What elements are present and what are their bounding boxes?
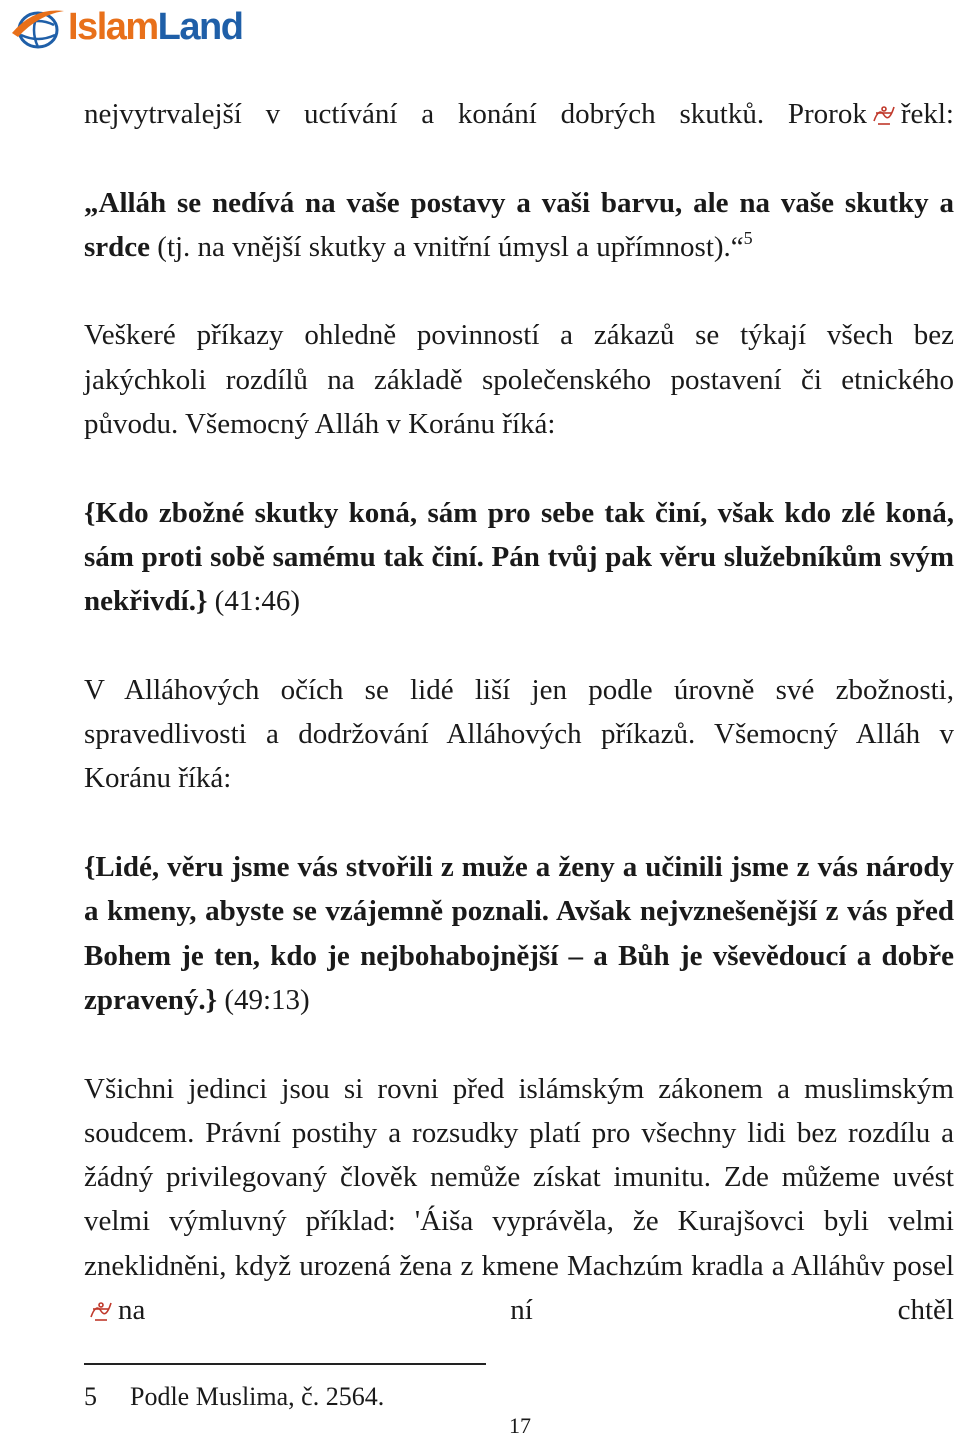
quran-verse-49-13: {Lidé, věru jsme vás stvořili z muže a ženy a učinili jsme z vás národy a kmeny, abyste se vzájemně poznali. Avšak nejvznešenější z vás před Bohem je ten, kdo je nejbohabojnější – a Bůh je vševědoucí a dobře zpravený.} (49:13)	[84, 851, 954, 1016]
footnote-text: Podle Muslima, č. 2564.	[130, 1382, 385, 1411]
footnote	[84, 1381, 384, 1413]
footnote-divider	[84, 1363, 486, 1365]
page-number: 17	[509, 1413, 531, 1438]
paragraph-5: V Alláhových očích se lidé liší jen podle úrovně své zbožnosti, spravedlivosti a dodržování Alláhových příkazů. Všemocný Alláh v Koránu říká:	[84, 673, 954, 795]
quran-verse-41-46: {Kdo zbožné skutky koná, sám pro sebe tak činí, však kdo zlé koná, sám proti sobě samému tak činí. Pán tvůj pak věru služebníkům svým nekřivdí.} (41:46)	[84, 496, 954, 618]
paragraph-7: Všichni jedinci jsou si rovni před islámským zákonem a muslimským soudcem. Právní postihy a rozsudky platí pro všechny lidi bez rozdílu a žádný privilegovaný člověk nemůže získat imunitu. Zde můžeme uvést velmi výmluvný příklad: 'Áiša vyprávěla, že Kurajšovci byli velmi zneklidněni, když urozená žena z kmene Machzúm kradla a Alláhův poselna ní chtěl	[84, 1072, 954, 1327]
globe-icon	[8, 3, 66, 51]
page-content	[84, 92, 954, 1332]
islamland-logo[interactable]	[8, 2, 278, 52]
footnote-reference[interactable]: 5	[743, 227, 753, 248]
paragraph-1: nejvytrvalejší v uctívání a konání dobrých skutků. Prorok řekl:	[84, 98, 954, 130]
footnote-number: 5	[84, 1382, 97, 1411]
paragraph-3: Veškeré příkazy ohledně povinností a zákazů se týkají všech bez jakýchkoli rozdílů na základě společenského postavení či etnického původu. Všemocný Alláh v Koránu říká:	[84, 319, 954, 441]
salawat-icon	[871, 101, 897, 127]
salawat-icon	[88, 1297, 114, 1323]
logo-wordmark: IslamLand	[68, 6, 243, 48]
hadith-quote: „Alláh se nedívá na vaše postavy a vaši barvu, ale na vaše skutky a srdce (tj. na vnější skutky a vnitřní úmysl a upřímnost).“$^5$	[84, 186, 954, 263]
